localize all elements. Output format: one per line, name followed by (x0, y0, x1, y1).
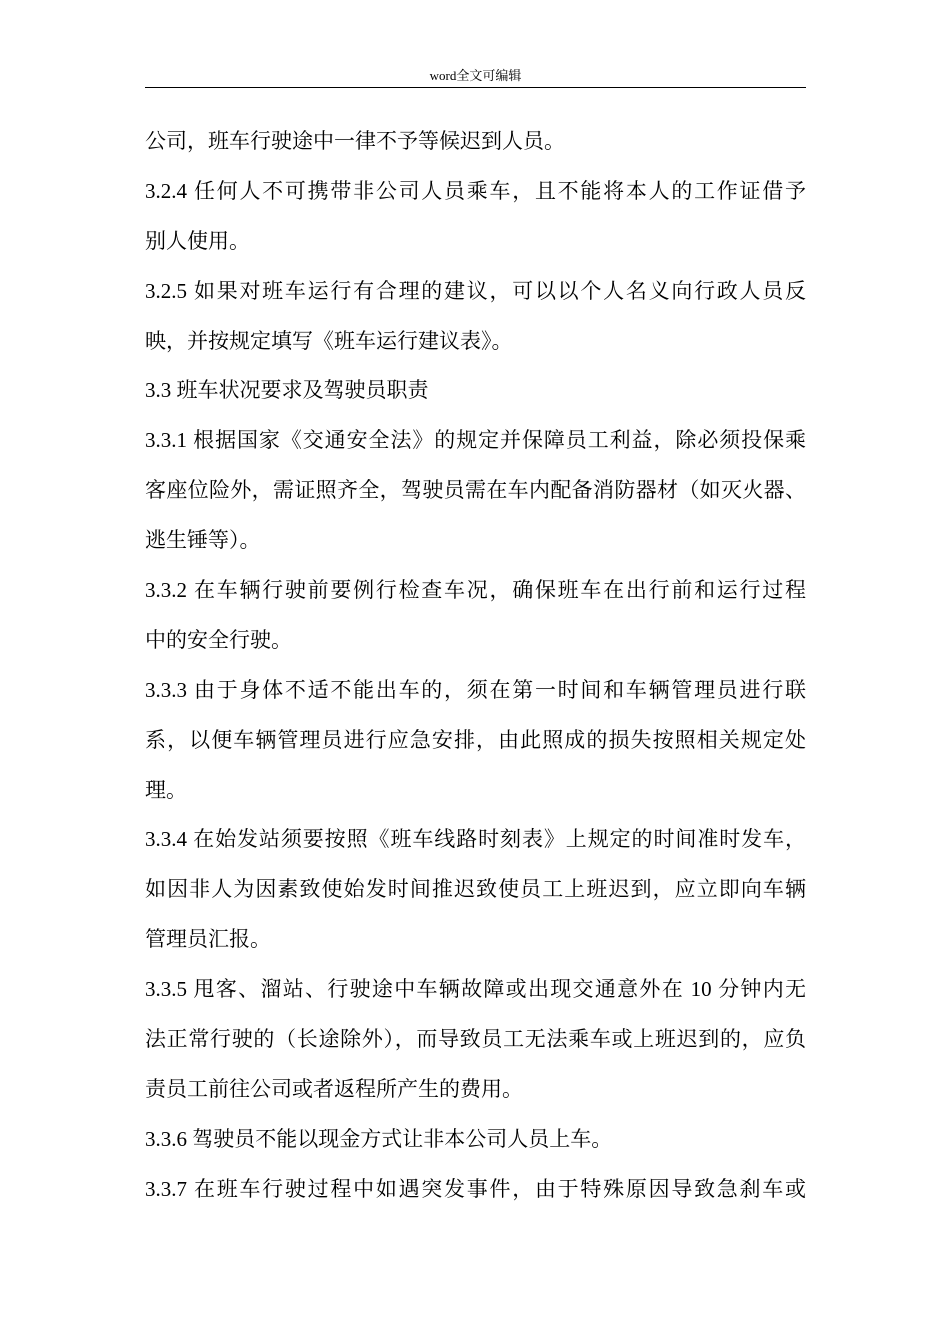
text-line: 3.2.5 如果对班车运行有合理的建议，可以以个人名义向行政人员反 (145, 278, 806, 303)
text-line: 法正常行驶的（长途除外），而导致员工无法乘车或上班迟到的，应负 (145, 1027, 806, 1052)
header-rule (145, 87, 806, 88)
text-line: 3.3 班车状况要求及驾驶员职责 (145, 378, 429, 403)
text-line: 3.3.5 甩客、溜站、行驶途中车辆故障或出现交通意外在 10 分钟内无 (145, 977, 806, 1002)
text-line: 系，以便车辆管理员进行应急安排，由此照成的损失按照相关规定处 (145, 727, 806, 752)
text-line: 客座位险外，需证照齐全，驾驶员需在车内配备消防器材（如灭火器、 (145, 478, 806, 503)
text-line: 管理员汇报。 (145, 927, 271, 952)
page-header: word全文可编辑 (429, 68, 522, 83)
text-line: 3.3.7 在班车行驶过程中如遇突发事件，由于特殊原因导致急刹车或 (145, 1176, 806, 1201)
text-line: 中的安全行驶。 (145, 627, 292, 652)
text-line: 3.2.4 任何人不可携带非公司人员乘车，且不能将本人的工作证借予 (145, 178, 806, 203)
document-body (145, 127, 806, 1225)
text-line: 理。 (145, 777, 187, 802)
text-line: 如因非人为因素致使始发时间推迟致使员工上班迟到，应立即向车辆 (145, 877, 806, 902)
text-line: 逃生锤等）。 (145, 528, 261, 553)
text-line: 责员工前往公司或者返程所产生的费用。 (145, 1076, 523, 1101)
text-line: 别人使用。 (145, 228, 250, 253)
text-line: 3.3.1 根据国家《交通安全法》的规定并保障员工利益，除必须投保乘 (145, 428, 806, 453)
text-line: 映，并按规定填写《班车运行建议表》。 (145, 328, 513, 353)
text-line: 3.3.6 驾驶员不能以现金方式让非本公司人员上车。 (145, 1126, 613, 1151)
text-line: 3.3.2 在车辆行驶前要例行检查车况，确保班车在出行前和运行过程 (145, 578, 806, 603)
text-line: 公司，班车行驶途中一律不予等候迟到人员。 (145, 129, 565, 153)
text-line: 3.3.4 在始发站须要按照《班车线路时刻表》上规定的时间准时发车， (145, 827, 806, 852)
text-line: 3.3.3 由于身体不适不能出车的，须在第一时间和车辆管理员进行联 (145, 677, 806, 702)
